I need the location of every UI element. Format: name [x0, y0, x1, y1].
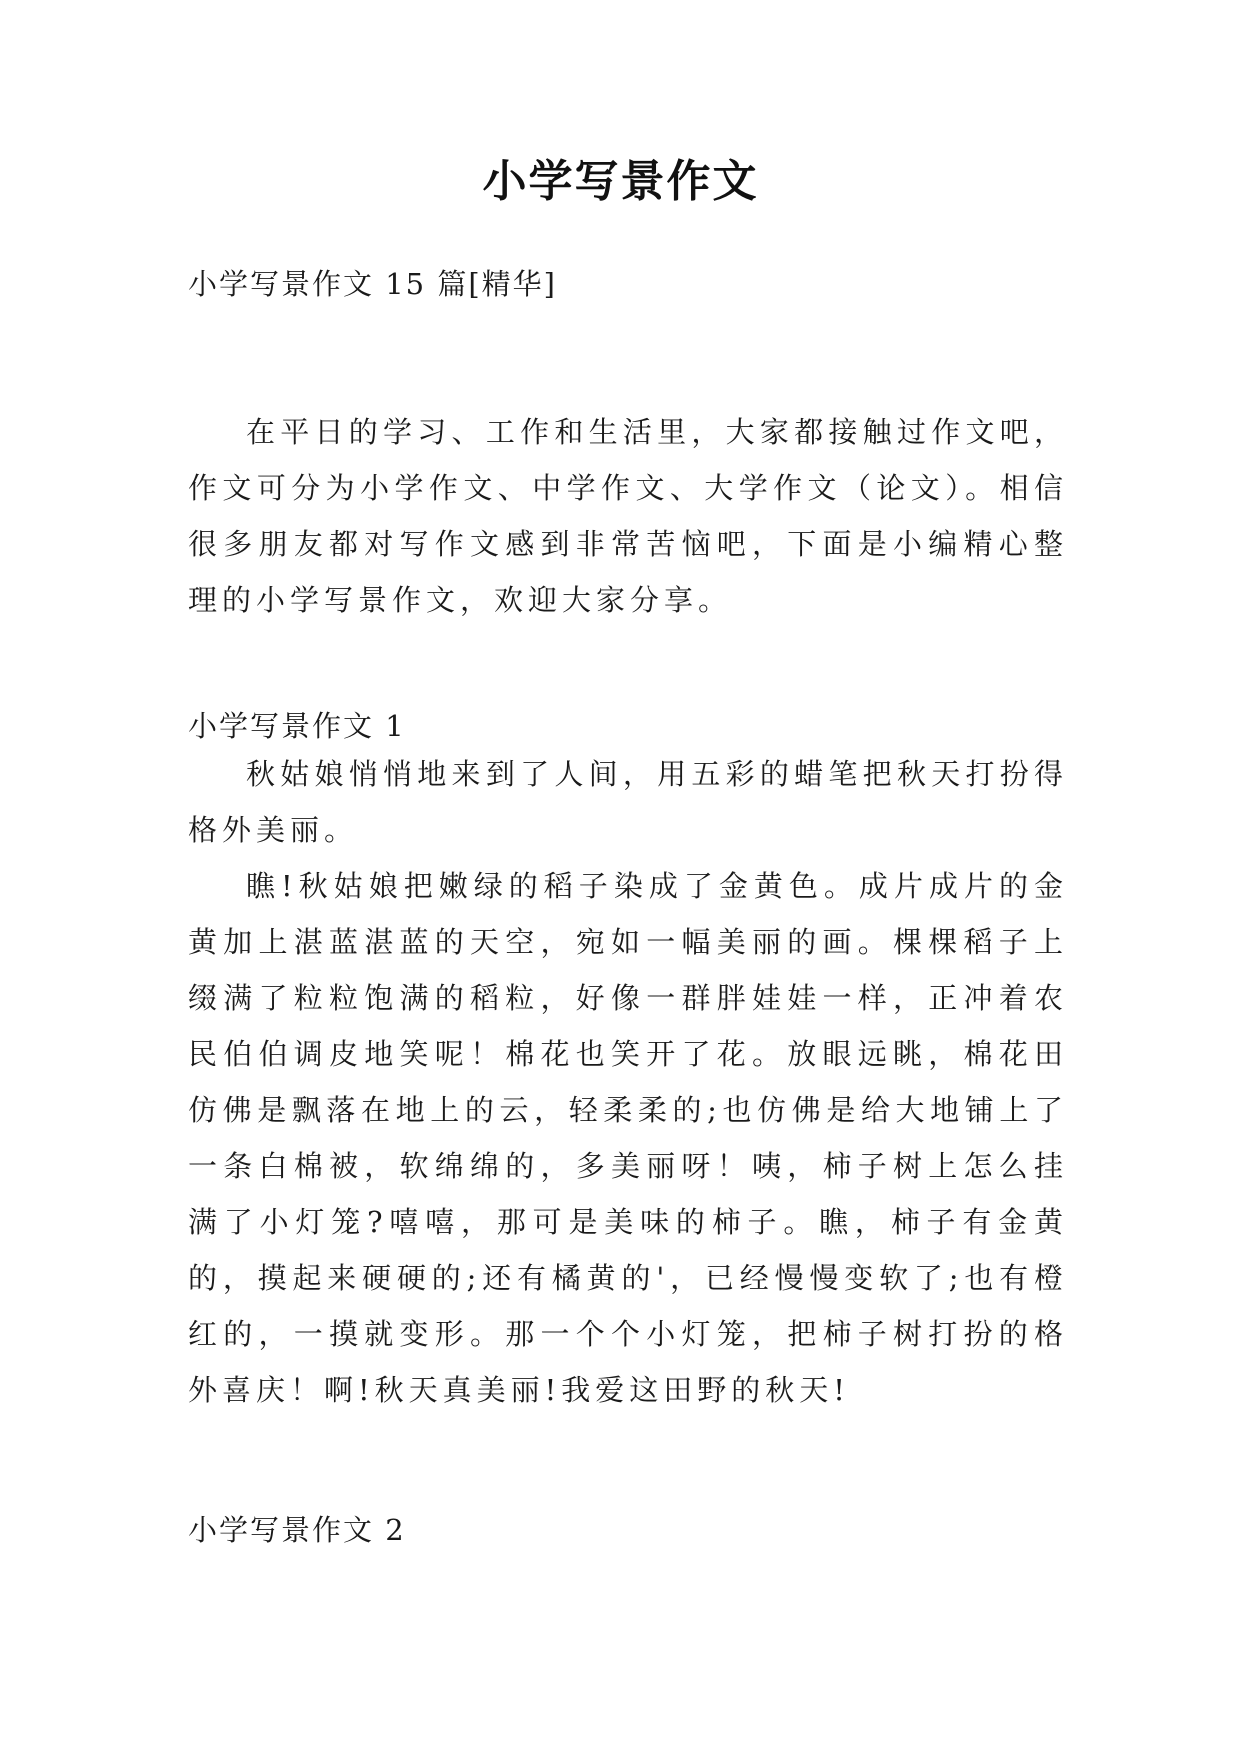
section-heading-1: 小学写景作文 1	[188, 709, 406, 743]
intro-block	[188, 404, 1068, 628]
document-subtitle: 小学写景作文 15 篇[精华]	[188, 267, 557, 301]
section-body-1	[188, 746, 1068, 1418]
intro-paragraph: 在平日的学习、工作和生活里，大家都接触过作文吧，作文可分为小学作文、中学作文、大学作文（论文）。相信很多朋友都对写作文感到非常苦恼吧，下面是小编精心整理的小学写景作文，欢迎大家分享。	[188, 415, 1068, 617]
section-heading-2: 小学写景作文 2	[188, 1513, 406, 1547]
section-1-paragraph-1: 秋姑娘悄悄地来到了人间，用五彩的蜡笔把秋天打扮得格外美丽。	[188, 757, 1068, 847]
document-title: 小学写景作文	[482, 156, 759, 207]
section-1-paragraph-2: 瞧!秋姑娘把嫩绿的稻子染成了金黄色。成片成片的金黄加上湛蓝湛蓝的天空，宛如一幅美丽的画。棵棵稻子上缀满了粒粒饱满的稻粒，好像一群胖娃娃一样，正冲着农民伯伯调皮地笑呢！棉花也笑开了花。放眼远眺，棉花田仿佛是飘落在地上的云，轻柔柔的;也仿佛是给大地铺上了一条白棉被，软绵绵的，多美丽呀！咦，柿子树上怎么挂满了小灯笼?嘻嘻，那可是美味的柿子。瞧，柿子有金黄的，摸起来硬硬的;还有橘黄的'，已经慢慢变软了;也有橙红的，一摸就变形。那一个个小灯笼，把柿子树打扮的格外喜庆！啊!秋天真美丽!我爱这田野的秋天!	[188, 869, 1068, 1407]
